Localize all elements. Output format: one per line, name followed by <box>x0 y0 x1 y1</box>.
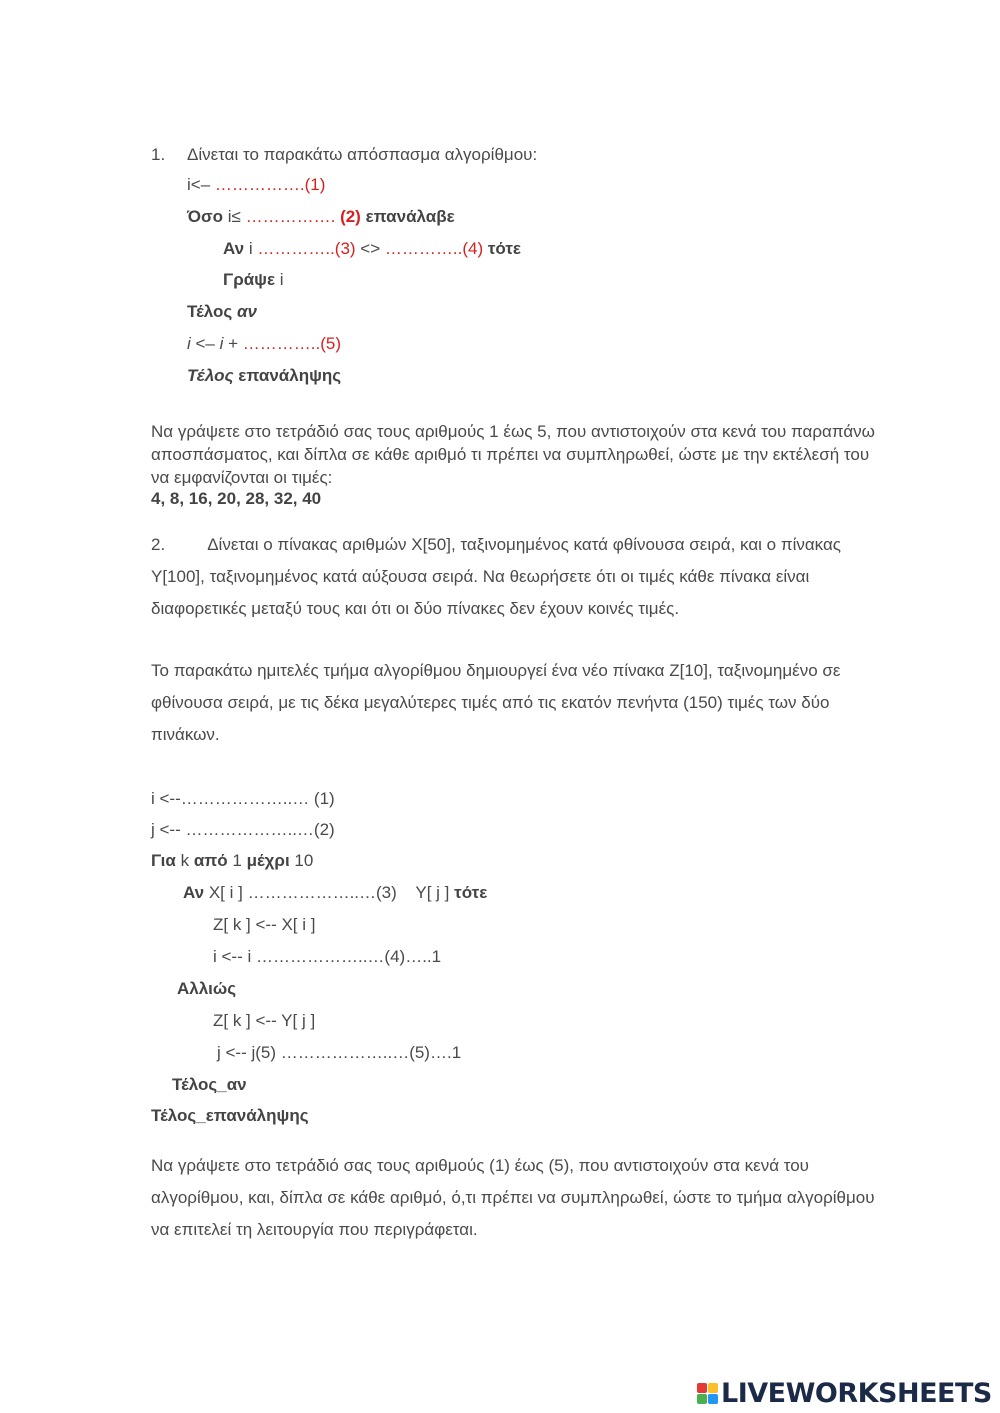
keyword-if: αν <box>237 302 257 321</box>
q1-line-7 <box>187 367 341 384</box>
q2-intro-text: Δίνεται ο πίνακας αριθμών X[50], ταξινομημένος κατά φθίνουσα σειρά, και ο πίνακας Y[100], ταξινομημένος κατά αύξουσα σειρά. Να θεωρήσετε ότι οι τιμές κάθε πίνακα είναι διαφορετικές μεταξύ τους και ότι οι δύο πίνακες δεν έχουν κοινές τιμές. <box>151 535 841 618</box>
q2-line-8: Z[ k ] <-- Y[ j ] <box>213 1011 316 1030</box>
q2-line-2: j <-- ………………..…(2) <box>151 820 335 839</box>
q1-instructions: Να γράψετε στο τετράδιό σας τους αριθμούς 1 έως 5, που αντιστοιχούν στα κενά του παραπάνω αποσπάσματος, και δίπλα σε κάθε αριθμό τι πρέπει να συμπληρωθεί, ώστε με την εκτέλεσή του να εμφανίζονται οι τιμές: <box>151 422 875 487</box>
q2-line-3 <box>151 852 313 869</box>
keyword-end: Τέλος <box>187 302 237 321</box>
keyword-repeat: επανάλαβε <box>360 207 455 226</box>
q2-number: 2. <box>151 535 166 554</box>
keyword-if: Αν <box>223 239 245 258</box>
keyword-then: τότε <box>454 883 488 902</box>
blank-5: …………..(5) <box>242 334 342 353</box>
keyword-end: Τέλος <box>187 366 234 385</box>
q1-line-3 <box>223 240 521 257</box>
q1-values: 4, 8, 16, 20, 28, 32, 40 <box>151 489 322 508</box>
q2-line-10: Τέλος_αν <box>172 1075 247 1094</box>
blank-4: …………..(4) <box>384 239 484 258</box>
code-text: + <box>223 334 243 353</box>
q2-description: Το παρακάτω ημιτελές τμήμα αλγορίθμου δημιουργεί ένα νέο πίνακα Z[10], ταξινομημένο σε φθίνουσα σειρά, με τις δέκα μεγαλύτερες τιμές από τις εκατόν πενήντα (150) τιμές των δύο πινάκων. <box>151 661 841 744</box>
q1-line-1 <box>187 176 325 193</box>
blank-2: ……………. <box>245 207 341 226</box>
q2-line-9: j <-- j(5) ………………..…(5)….1 <box>217 1043 462 1062</box>
blank-1: …………….(1) <box>214 175 326 194</box>
q1-line-5 <box>187 303 257 320</box>
keyword-for: Για <box>151 851 176 870</box>
q1-number: 1. <box>151 145 166 164</box>
code-var: i <box>187 334 191 353</box>
logo-text: LIVEWORKSHEETS <box>721 1377 992 1409</box>
keyword-then: τότε <box>483 239 522 258</box>
code-text: 10 <box>289 851 314 870</box>
code-text: i≤ <box>223 207 246 226</box>
keyword-from: από <box>193 851 228 870</box>
q2-intro <box>151 529 891 625</box>
q2-instructions: Να γράψετε στο τετράδιό σας τους αριθμούς (1) έως (5), που αντιστοιχούν στα κενά του αλγορίθμου, και, δίπλα σε κάθε αριθμό, ό,τι πρέπει να συμπληρωθεί, ώστε το τμήμα αλγορίθμου να επιτελεί τη λειτουργία που περιγράφεται. <box>151 1156 875 1239</box>
q1-line-4 <box>223 271 284 288</box>
blank-2-number: (2) <box>340 207 361 226</box>
q2-line-11: Τέλος_επανάληψης <box>151 1106 309 1125</box>
code-text: 1 <box>227 851 247 870</box>
q2-line-1: i <--………………..… (1) <box>151 789 335 808</box>
q1-line-6 <box>187 335 341 352</box>
keyword-write: Γράψε <box>223 270 276 289</box>
code-text: k <box>175 851 194 870</box>
q2-line-5: Z[ k ] <-- X[ i ] <box>213 915 316 934</box>
code-text: X[ i ] ………………..…(3) Y[ j ] <box>204 883 455 902</box>
keyword-if: Αν <box>183 883 205 902</box>
keyword-while: Όσο <box>187 207 224 226</box>
code-text: i <box>244 239 258 258</box>
keyword-loop: επανάληψης <box>233 366 342 385</box>
q1-line-2 <box>187 208 455 225</box>
code-text: i<– <box>187 175 215 194</box>
logo-mark-icon <box>697 1383 718 1404</box>
liveworksheets-logo <box>697 1378 992 1408</box>
code-text: i <box>275 270 284 289</box>
operator: <> <box>355 239 385 258</box>
q2-line-4 <box>183 884 487 901</box>
q1-intro: Δίνεται το παρακάτω απόσπασμα αλγορίθμου: <box>187 145 538 164</box>
code-var: i <box>219 334 224 353</box>
code-text: <– <box>190 334 220 353</box>
keyword-to: μέχρι <box>246 851 290 870</box>
q2-line-6: i <-- i ………………..…(4)…..1 <box>213 947 442 966</box>
q2-line-7: Αλλιώς <box>177 979 237 998</box>
blank-3: …………..(3) <box>257 239 356 258</box>
